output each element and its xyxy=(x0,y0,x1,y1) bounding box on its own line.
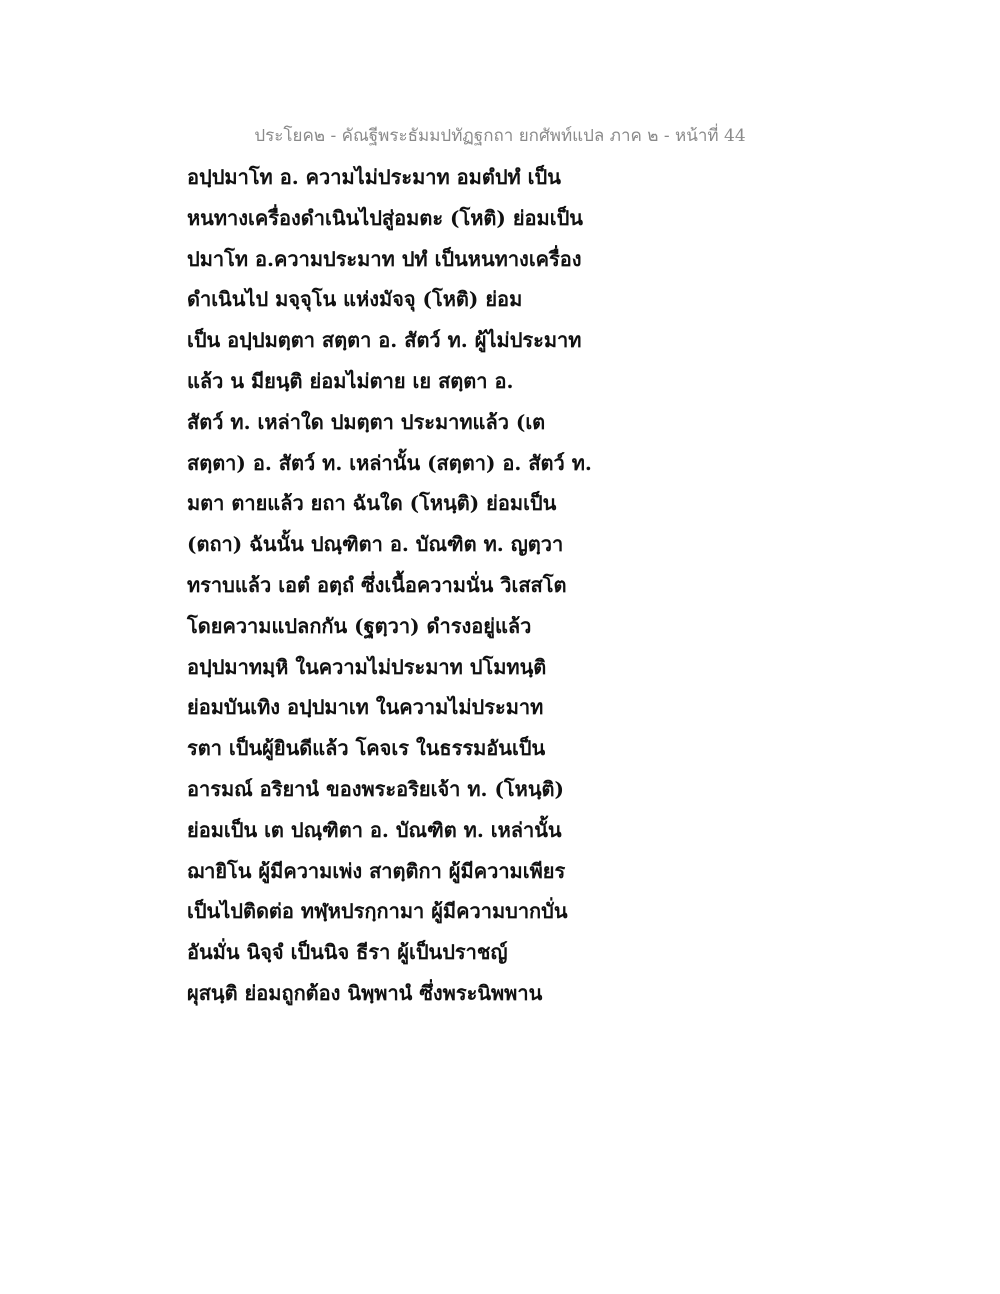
text-line: ปมาโท อ.ความประมาท ปทํ เป็นหนทางเครื่อง xyxy=(187,246,582,271)
text-line: ดำเนินไป มจฺจุโน แห่งมัจจุ (โหติ) ย่อม xyxy=(187,287,523,312)
text-line: อันมั่น นิจฺจํ เป็นนิจ ธีรา ผู้เป็นปราชญ์ xyxy=(187,940,508,965)
running-header: ประโยค๒ - คัณฐีพระธัมมปทัฏฐกถา ยกศัพท์แปล ภาค ๒ - หน้าที่ 44 xyxy=(254,126,746,146)
text-line: ย่อมเป็น เต ปณฺฑิตา อ. บัณฑิต ท. เหล่านั้น xyxy=(187,817,562,842)
text-line: ทราบแล้ว เอตํ อตฺถํ ซึ่งเนื้อความนั่น วิเสสโต xyxy=(187,572,567,597)
text-line: อปฺปมาโท อ. ความไม่ประมาท อมตํปทํ เป็น xyxy=(187,165,561,189)
body-text xyxy=(187,157,607,1014)
text-line: มตา ตายแล้ว ยถา ฉันใด (โหนฺติ) ย่อมเป็น xyxy=(187,491,557,516)
text-line: สตฺตา) อ. สัตว์ ท. เหล่านั้น (สตฺตา) อ. สัตว์ ท. xyxy=(187,450,592,475)
text-line: เป็นไปติดต่อ ทฬฺหปรกฺกามา ผู้มีความบากบั่น xyxy=(187,899,568,924)
text-line: เป็น อปฺปมตฺตา สตฺตา อ. สัตว์ ท. ผู้ไม่ประมาท xyxy=(187,328,582,353)
text-line: หนทางเครื่องดำเนินไปสู่อมตะ (โหติ) ย่อมเป็น xyxy=(187,205,583,230)
text-line: รตา เป็นผู้ยินดีแล้ว โคจเร ในธรรมอันเป็น xyxy=(187,736,546,761)
text-line: ย่อมบันเทิง อปฺปมาเท ในความไม่ประมาท xyxy=(187,695,544,720)
text-line: โดยความแปลกกัน (ฐตฺวา) ดำรงอยู่แล้ว xyxy=(187,613,532,638)
text-line: ฌายิโน ผู้มีความเพ่ง สาตฺติกา ผู้มีความเพียร xyxy=(187,858,566,883)
text-line: อารมณ์ อริยานํ ของพระอริยเจ้า ท. (โหนฺติ) xyxy=(187,776,564,801)
text-line: อปฺปมาทมฺหิ ในความไม่ประมาท ปโมทนฺติ xyxy=(187,654,547,679)
text-line: แล้ว น มียนฺติ ย่อมไม่ตาย เย สตฺตา อ. xyxy=(187,368,514,393)
text-line: สัตว์ ท. เหล่าใด ปมตฺตา ประมาทแล้ว (เต xyxy=(187,409,546,434)
text-line: (ตถา) ฉันนั้น ปณฺฑิตา อ. บัณฑิต ท. ญตฺวา xyxy=(187,532,564,557)
text-line: ผุสนฺติ ย่อมถูกต้อง นิพฺพานํ ซึ่งพระนิพพาน xyxy=(187,980,543,1005)
